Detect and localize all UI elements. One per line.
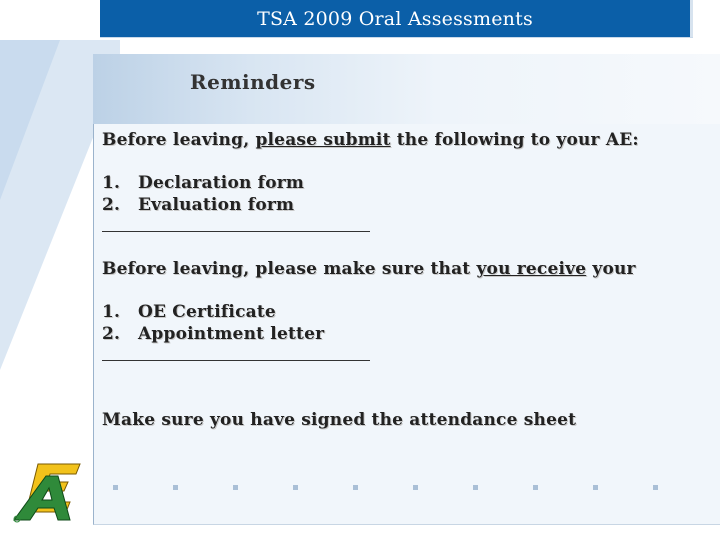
- receive-instruction: [102, 259, 636, 279]
- receive-prefix: Before leaving, please make sure that: [102, 259, 477, 279]
- list-number: 1.: [102, 173, 121, 193]
- submit-prefix: Before leaving,: [102, 130, 256, 150]
- receive-emphasis: you receive: [476, 259, 587, 279]
- dot: [533, 485, 538, 490]
- content-panel: [93, 54, 720, 525]
- list-text: Evaluation form: [138, 195, 295, 215]
- decorative-dots: [113, 485, 658, 491]
- list-text: Appointment letter: [138, 324, 325, 344]
- dot: [233, 485, 238, 490]
- list-item: [102, 195, 294, 215]
- dot: [293, 485, 298, 490]
- header-bar: [100, 0, 693, 37]
- submit-suffix: the following to your AE:: [390, 130, 639, 150]
- list-text: Declaration form: [138, 173, 305, 193]
- dot: [593, 485, 598, 490]
- divider-rule: [102, 360, 370, 361]
- dot: [473, 485, 478, 490]
- receive-suffix: your: [586, 259, 636, 279]
- attendance-note: Make sure you have signed the attendance sheet: [102, 410, 577, 430]
- list-number: 2.: [102, 195, 121, 215]
- header-title: TSA 2009 Oral Assessments: [257, 8, 533, 30]
- dot: [113, 485, 118, 490]
- list-text: OE Certificate: [138, 302, 276, 322]
- divider-rule: [102, 231, 370, 232]
- dot: [653, 485, 658, 490]
- list-item: [102, 324, 324, 344]
- slide-title: Reminders: [190, 70, 316, 94]
- dot: [353, 485, 358, 490]
- title-band: [93, 54, 720, 124]
- submit-instruction: [102, 130, 639, 150]
- list-number: 2.: [102, 324, 121, 344]
- submit-emphasis: please submit: [255, 130, 391, 150]
- ea-logo-icon: [8, 462, 88, 524]
- dot: [173, 485, 178, 490]
- list-number: 1.: [102, 302, 121, 322]
- list-item: [102, 302, 276, 322]
- dot: [413, 485, 418, 490]
- list-item: [102, 173, 304, 193]
